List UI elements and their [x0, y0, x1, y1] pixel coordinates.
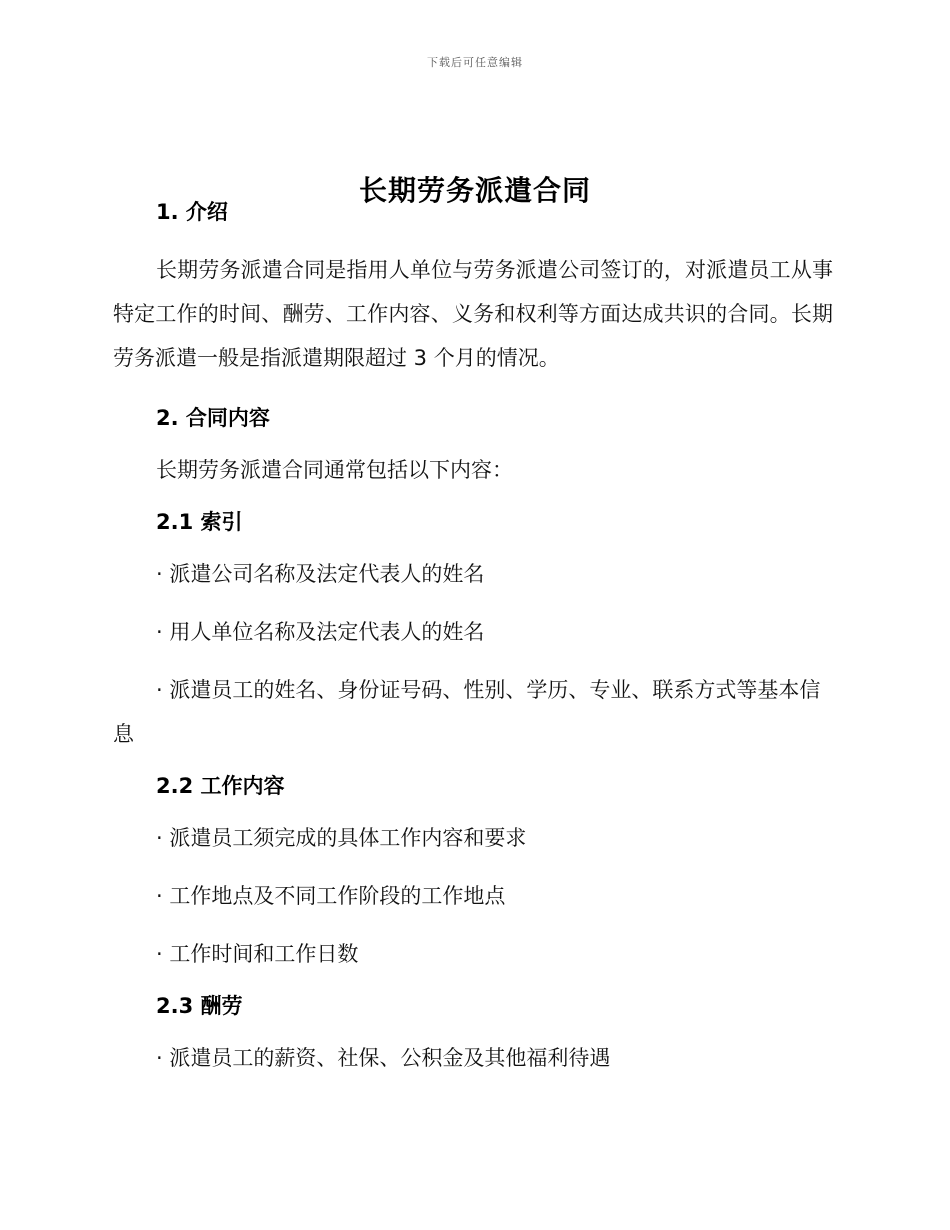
pay-bullet-1: · 派遣员工的薪资、社保、公积金及其他福利待遇 — [156, 1046, 611, 1070]
section-heading-pay: 2.3 酬劳 — [156, 994, 243, 1018]
spacer — [113, 492, 833, 506]
work-bullet-2: · 工作地点及不同工作阶段的工作地点 — [156, 884, 506, 908]
spacer — [113, 976, 833, 990]
work-bullet-1: · 派遣员工须完成的具体工作内容和要求 — [156, 826, 527, 850]
document-title: 长期劳务派遣合同 — [358, 173, 591, 207]
spacer — [113, 380, 833, 402]
spacer — [113, 756, 833, 770]
section-heading-index: 2.1 索引 — [156, 510, 243, 534]
spacer — [113, 434, 833, 448]
section-heading-intro: 1. 介绍 — [156, 200, 228, 224]
section-heading-work-content: 2.2 工作内容 — [156, 774, 285, 798]
work-bullet-3: · 工作时间和工作日数 — [156, 942, 359, 966]
index-bullet-2: · 用人单位名称及法定代表人的姓名 — [156, 620, 485, 644]
document-body — [113, 196, 833, 1080]
index-bullet-1: · 派遣公司名称及法定代表人的姓名 — [156, 562, 485, 586]
section-heading-contract-content: 2. 合同内容 — [156, 406, 270, 430]
index-bullet-3: · 派遣员工的姓名、身份证号码、性别、学历、专业、联系方式等基本信息 — [113, 678, 821, 746]
spacer — [113, 596, 833, 610]
spacer — [113, 654, 833, 668]
spacer — [113, 228, 833, 248]
spacer — [113, 538, 833, 552]
spacer — [113, 802, 833, 816]
spacer — [113, 860, 833, 874]
header-note: 下载后可任意编辑 — [427, 56, 523, 69]
intro-paragraph: 长期劳务派遣合同是指用人单位与劳务派遣公司签订的，对派遣员工从事特定工作的时间、酬劳、工作内容、义务和权利等方面达成共识的合同。长期劳务派遣一般是指派遣期限超过 3 个月的情况。 — [113, 258, 833, 370]
spacer — [113, 918, 833, 932]
contract-content-paragraph: 长期劳务派遣合同通常包括以下内容： — [156, 458, 513, 482]
spacer — [113, 1022, 833, 1036]
